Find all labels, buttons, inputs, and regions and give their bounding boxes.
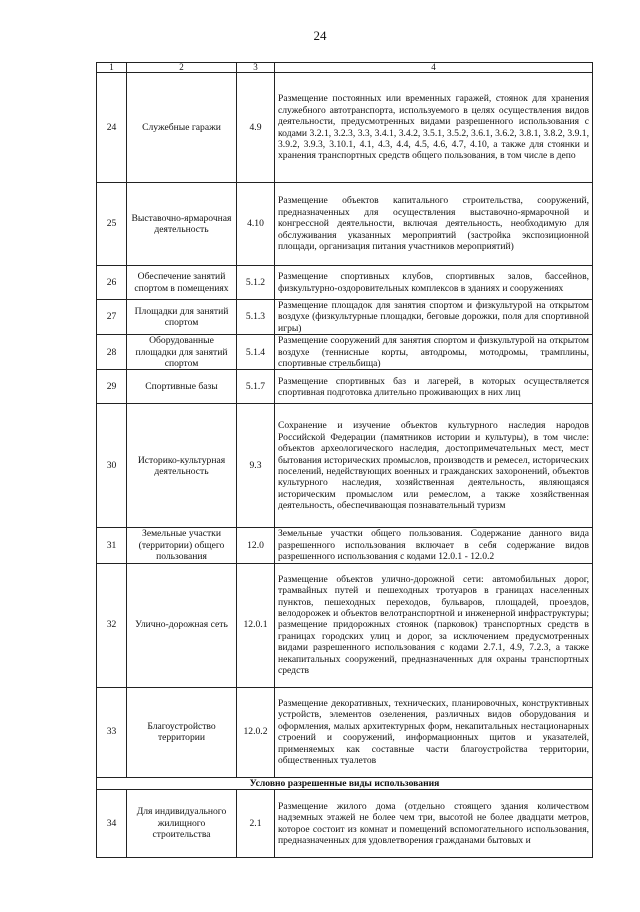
table-header-row <box>97 63 593 73</box>
row-number: 30 <box>97 404 127 528</box>
land-use-description: Размещение спортивных баз и лагерей, в которых осуществляется спортивная подготовка длительно проживающих в них лиц <box>275 370 593 404</box>
section-title: Условно разрешенные виды использования <box>97 777 593 789</box>
row-number: 33 <box>97 687 127 777</box>
land-use-description: Размещение сооружений для занятия спортом и физкультурой на открытом воздухе (теннисные корты, автодромы, мотодромы, трамплины, спортивные стрельбища) <box>275 335 593 370</box>
land-use-description: Размещение объектов капитального строительства, сооружений, предназначенных для осуществления выставочно-ярмарочной и конгрессной деятельности, включая деятельность, необходимую для обслуживания указанных мероприятий (застройка экспозиционной площади, организация питания участников мероприятий) <box>275 183 593 266</box>
land-use-code: 4.9 <box>237 73 275 183</box>
land-use-name: Служебные гаражи <box>127 73 237 183</box>
land-use-description: Размещение декоративных, технических, планировочных, конструктивных устройств, элементов озеленения, различных видов оборудования и оформления, малых архитектурных форм, некапитальных нестационарных строений и сооружений, информационных щитов и указателей, применяемых как составные части благоустройства территории, общественных туалетов <box>275 687 593 777</box>
land-use-code: 5.1.2 <box>237 266 275 300</box>
row-number: 34 <box>97 790 127 858</box>
land-use-name: Оборудованные площадки для занятий спортом <box>127 335 237 370</box>
land-use-name: Улично-дорожная сеть <box>127 563 237 687</box>
column-header: 4 <box>275 63 593 73</box>
land-use-code: 12.0 <box>237 528 275 563</box>
row-number: 26 <box>97 266 127 300</box>
land-use-table <box>96 62 593 858</box>
land-use-description: Сохранение и изучение объектов культурного наследия народов Российской Федерации (памятников истории и культуры), в том числе: объектов археологического наследия, достопримечательных мест, мест бытования исторических промыслов, производств и ремесел, исторических поселений, недействующих военных и гражданских захоронений, объектов культурного наследия, хозяйственная деятельность, являющаяся историческим промыслом или ремеслом, а также хозяйственная деятельность, обеспечивающая познавательный туризм <box>275 404 593 528</box>
table-row <box>97 300 593 335</box>
row-number: 29 <box>97 370 127 404</box>
land-use-name: Благоустройство территории <box>127 687 237 777</box>
land-use-description: Размещение постоянных или временных гаражей, стоянок для хранения служебного автотранспорта, используемого в целях осуществления видов деятельности, предусмотренных видами разрешенного использования с кодами 3.2.1, 3.2.3, 3.3, 3.4.1, 3.4.2, 3.5.1, 3.5.2, 3.6.1, 3.6.2, 3.8.1, 3.8.2, 3.9.1, 3.9.2, 3.9.3, 3.10.1, 4.1, 4.3, 4.4, 4.5, 4.6, 4.7, 4.10, а также для стоянки и хранения транспортных средств общего пользования, в том числе в депо <box>275 73 593 183</box>
land-use-name: Выставочно-ярмарочная деятельность <box>127 183 237 266</box>
land-use-code: 12.0.1 <box>237 563 275 687</box>
land-use-name: Земельные участки (территории) общего пользования <box>127 528 237 563</box>
table-row <box>97 335 593 370</box>
land-use-code: 4.10 <box>237 183 275 266</box>
table-row <box>97 404 593 528</box>
land-use-description: Размещение площадок для занятия спортом и физкультурой на открытом воздухе (физкультурные площадки, беговые дорожки, поля для спортивной игры) <box>275 300 593 335</box>
land-use-code: 2.1 <box>237 790 275 858</box>
row-number: 25 <box>97 183 127 266</box>
row-number: 32 <box>97 563 127 687</box>
land-use-name: Историко-культурная деятельность <box>127 404 237 528</box>
row-number: 24 <box>97 73 127 183</box>
column-header: 1 <box>97 63 127 73</box>
table-row <box>97 266 593 300</box>
table-row <box>97 563 593 687</box>
row-number: 31 <box>97 528 127 563</box>
column-header: 3 <box>237 63 275 73</box>
row-number: 27 <box>97 300 127 335</box>
table-row <box>97 687 593 777</box>
land-use-description: Размещение объектов улично-дорожной сети: автомобильных дорог, трамвайных путей и пешеходных тротуаров в границах населенных пунктов, пешеходных переходов, бульваров, площадей, проездов, велодорожек и объектов велотранспортной и инженерной инфраструктуры; размещение придорожных стоянок (парковок) транспортных средств в границах городских улиц и дорог, за исключением предусмотренных видами разрешенного использования с кодами 2.7.1, 4.9, 7.2.3, а также некапитальных сооружений, предназначенных для охраны транспортных средств <box>275 563 593 687</box>
land-use-name: Площадки для занятий спортом <box>127 300 237 335</box>
land-use-code: 5.1.4 <box>237 335 275 370</box>
land-use-code: 9.3 <box>237 404 275 528</box>
land-use-code: 5.1.3 <box>237 300 275 335</box>
table-row <box>97 370 593 404</box>
section-row <box>97 777 593 789</box>
land-use-description: Размещение спортивных клубов, спортивных залов, бассейнов, физкультурно-оздоровительных комплексов в зданиях и сооружениях <box>275 266 593 300</box>
land-use-name: Обеспечение занятий спортом в помещениях <box>127 266 237 300</box>
page-number: 24 <box>313 28 327 43</box>
land-use-name: Спортивные базы <box>127 370 237 404</box>
table-row <box>97 183 593 266</box>
column-header: 2 <box>127 63 237 73</box>
land-use-code: 5.1.7 <box>237 370 275 404</box>
table-row <box>97 73 593 183</box>
row-number: 28 <box>97 335 127 370</box>
land-use-description: Земельные участки общего пользования. Содержание данного вида разрешенного использования включает в себя содержание видов разрешенного использования с кодами 12.0.1 - 12.0.2 <box>275 528 593 563</box>
table-row <box>97 528 593 563</box>
land-use-description: Размещение жилого дома (отдельно стоящего здания количеством надземных этажей не более чем три, высотой не более двадцати метров, которое состоит из комнат и помещений вспомогательного использования, предназначенных для удовлетворения гражданами бытовых и <box>275 790 593 858</box>
land-use-name: Для индивидуального жилищного строительства <box>127 790 237 858</box>
land-use-code: 12.0.2 <box>237 687 275 777</box>
table-row <box>97 790 593 858</box>
